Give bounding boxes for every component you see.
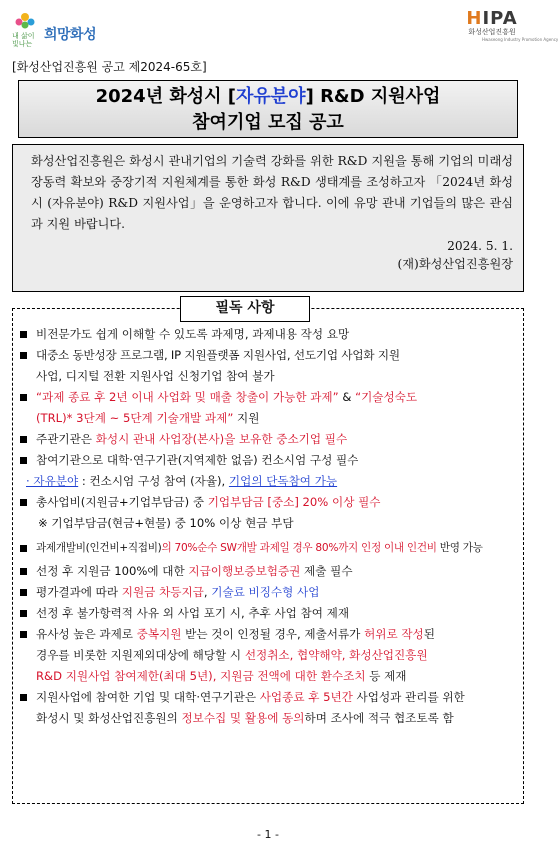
intro-text: 화성산업진흥원은 화성시 관내기업의 기술력 강화를 위한 R&D 지원을 통해 기업의 미래성장동력 확보와 중장기적 지원체계를 통한 화성 R&D 생태계를 조성하고자 「2024년 화성시 (자유분야) R&D 지원사업」을 운영하고자 합니다. 이에 유망 관내 기업들의 많은 관심과 지원 바랍니다. [31, 154, 513, 231]
list-item-cont: 사업, 디지털 전환 지원사업 신청기업 참여 불가 [36, 369, 275, 383]
square-bullet-icon [20, 545, 27, 552]
agency-logo-en: Hwaseong Industry Promotion Agency [482, 37, 558, 42]
list-item: 선정 후 불가항력적 사유 외 사업 포기 시, 추후 사업 참여 제재 [18, 603, 518, 624]
square-bullet-icon [20, 457, 27, 464]
list-item-cont: (TRL)* 3단계 ~ 5단계 기술개발 과제” 지원 [36, 411, 260, 425]
square-bullet-icon [20, 331, 27, 338]
square-bullet-icon [20, 610, 27, 617]
list-sub-item: · 자유분야 : 컨소시엄 구성 참여 (자율), 기업의 단독참여 가능 [26, 474, 338, 488]
square-bullet-icon [20, 694, 27, 701]
page-number: - 1 - [257, 828, 279, 841]
notice-number: [화성산업진흥원 공고 제2024-65호] [12, 60, 207, 74]
square-bullet-icon [20, 352, 27, 359]
square-bullet-icon [20, 394, 27, 401]
list-item: 유사성 높은 과제로 중복지원 받는 것이 인정될 경우, 제출서류가 허위로 작성된 [18, 624, 518, 645]
city-logo [10, 10, 97, 48]
square-bullet-icon [20, 499, 27, 506]
notice-items [18, 324, 518, 729]
list-item: 비전문가도 쉽게 이해할 수 있도록 과제명, 과제내용 작성 요망 [18, 324, 518, 345]
section-label: 필독 사항 [180, 296, 310, 322]
agency-logo-name: 화성산업진흥원 [468, 28, 516, 36]
intro-box [12, 144, 524, 292]
agency-logo-mark: HIPA [466, 8, 518, 29]
title-line-1: 2024년 화성시 [자유분야] R&D 지원사업 [95, 86, 441, 107]
signature: (재)화성산업진흥원장 [397, 257, 513, 271]
square-bullet-icon [20, 436, 27, 443]
title-box [18, 80, 518, 138]
list-item: 과제개발비(인건비+직접비)의 70%순수 SW개발 과제일 경우 80%까지 인정 이내 인건비 반영 가능 [18, 538, 518, 559]
list-item: 지원사업에 참여한 기업 및 대학·연구기관은 사업종료 후 5년간 사업성과 관리를 위한 [18, 687, 518, 708]
square-bullet-icon [20, 631, 27, 638]
city-logo-slogan: 내 삶이 빛나는 [12, 32, 35, 48]
square-bullet-icon [20, 568, 27, 575]
list-item: 평가결과에 따라 지원금 차등지급, 기술료 비징수형 사업 [18, 582, 518, 603]
list-item: 선정 후 지원금 100%에 대한 지급이행보증보험증권 제출 필수 [18, 561, 518, 582]
list-item: 주관기관은 화성시 관내 사업장(본사)을 보유한 중소기업 필수 [18, 429, 518, 450]
list-item: 총사업비(지원금+기업부담금) 중 기업부담금 [중소] 20% 이상 필수 [18, 492, 518, 513]
list-note: ※ 기업부담금(현금+현물) 중 10% 이상 현금 부담 [38, 516, 294, 530]
agency-logo [462, 8, 558, 48]
title-highlight: 자유분야 [236, 86, 306, 107]
flower-icon [14, 12, 36, 34]
list-item-cont: 경우를 비롯한 지원제외대상에 해당할 시 선정취소, 협약해약, 화성산업진흥원 [36, 648, 428, 662]
title-line-2: 참여기업 모집 공고 [192, 112, 344, 133]
announcement-date: 2024. 5. 1. [447, 239, 513, 253]
list-item: 참여기관으로 대학·연구기관(지역제한 없음) 컨소시엄 구성 필수 [18, 450, 518, 471]
list-item: “과제 종료 후 2년 이내 사업화 및 매출 창출이 가능한 과제” & “기술성숙도 [18, 387, 518, 408]
city-logo-name: 희망화성 [44, 27, 97, 43]
list-item-cont: 화성시 및 화성산업진흥원의 정보수집 및 활용에 동의하며 조사에 적극 협조토록 함 [36, 711, 454, 725]
list-item-cont: R&D 지원사업 참여제한(최대 5년), 지원금 전액에 대한 환수조치 등 제재 [36, 669, 407, 683]
square-bullet-icon [20, 589, 27, 596]
list-item: 대중소 동반성장 프로그램, IP 지원플랫폼 지원사업, 선도기업 사업화 지원 [18, 345, 518, 366]
